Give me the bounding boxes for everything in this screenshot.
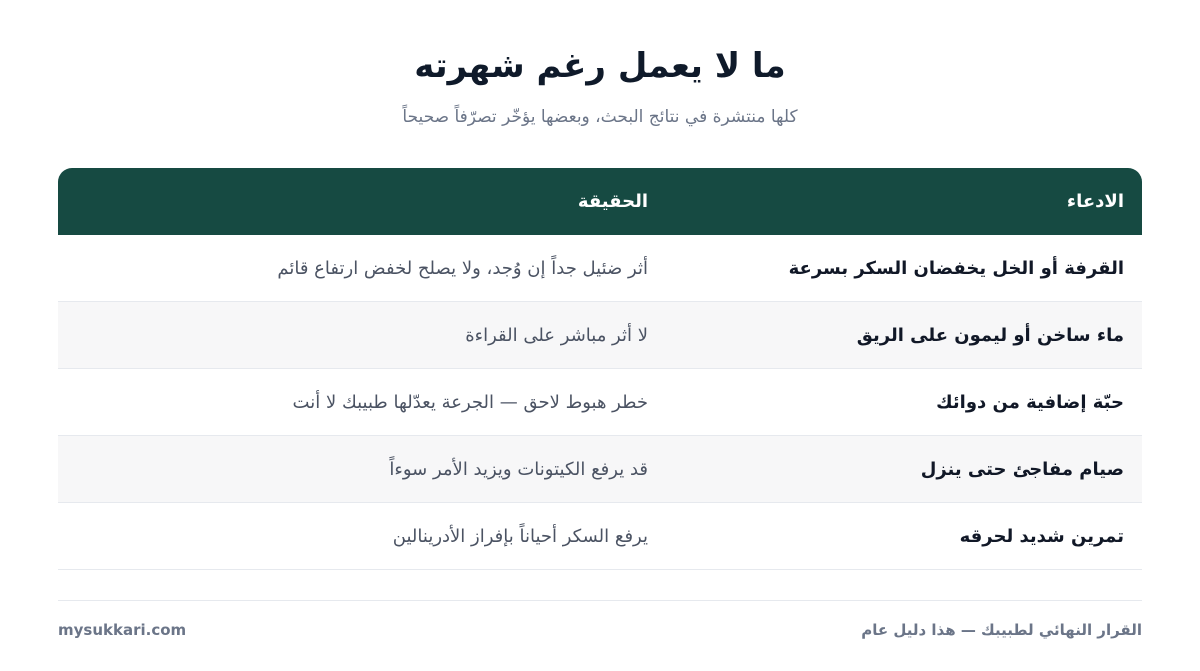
fact-cell: خطر هبوط لاحق — الجرعة يعدّلها طبيبك لا أنت bbox=[292, 391, 648, 413]
table-row bbox=[58, 369, 1142, 436]
column-header-fact: الحقيقة bbox=[577, 191, 648, 212]
table-row bbox=[58, 302, 1142, 369]
footer-divider bbox=[58, 600, 1142, 601]
page-title: ما لا يعمل رغم شهرته bbox=[414, 46, 786, 86]
fact-cell: يرفع السكر أحياناً بإفراز الأدرينالين bbox=[392, 525, 648, 547]
footer-site-link[interactable]: mysukkari.com bbox=[58, 621, 187, 639]
table-header bbox=[58, 168, 1142, 235]
claim-cell: تمرين شديد لحرقه bbox=[959, 525, 1124, 547]
table-row bbox=[58, 503, 1142, 570]
claim-cell: القرفة أو الخل يخفضان السكر بسرعة bbox=[788, 257, 1124, 279]
column-header-claim: الادعاء bbox=[1066, 191, 1124, 212]
claim-cell: حبّة إضافية من دوائك bbox=[936, 391, 1124, 413]
table-row bbox=[58, 436, 1142, 503]
footer-disclaimer: القرار النهائي لطبيبك — هذا دليل عام bbox=[861, 621, 1142, 639]
claim-cell: ماء ساخن أو ليمون على الريق bbox=[856, 324, 1124, 346]
fact-cell: قد يرفع الكيتونات ويزيد الأمر سوءاً bbox=[389, 458, 648, 480]
fact-cell: لا أثر مباشر على القراءة bbox=[465, 324, 648, 346]
fact-cell: أثر ضئيل جداً إن وُجد، ولا يصلح لخفض ارتفاع قائم bbox=[277, 257, 648, 279]
table-row bbox=[58, 235, 1142, 302]
claim-cell: صيام مفاجئ حتى ينزل bbox=[920, 458, 1124, 480]
page-subtitle: كلها منتشرة في نتائج البحث، وبعضها يؤخّر تصرّفاً صحيحاً bbox=[402, 107, 798, 127]
myths-table bbox=[58, 168, 1142, 570]
